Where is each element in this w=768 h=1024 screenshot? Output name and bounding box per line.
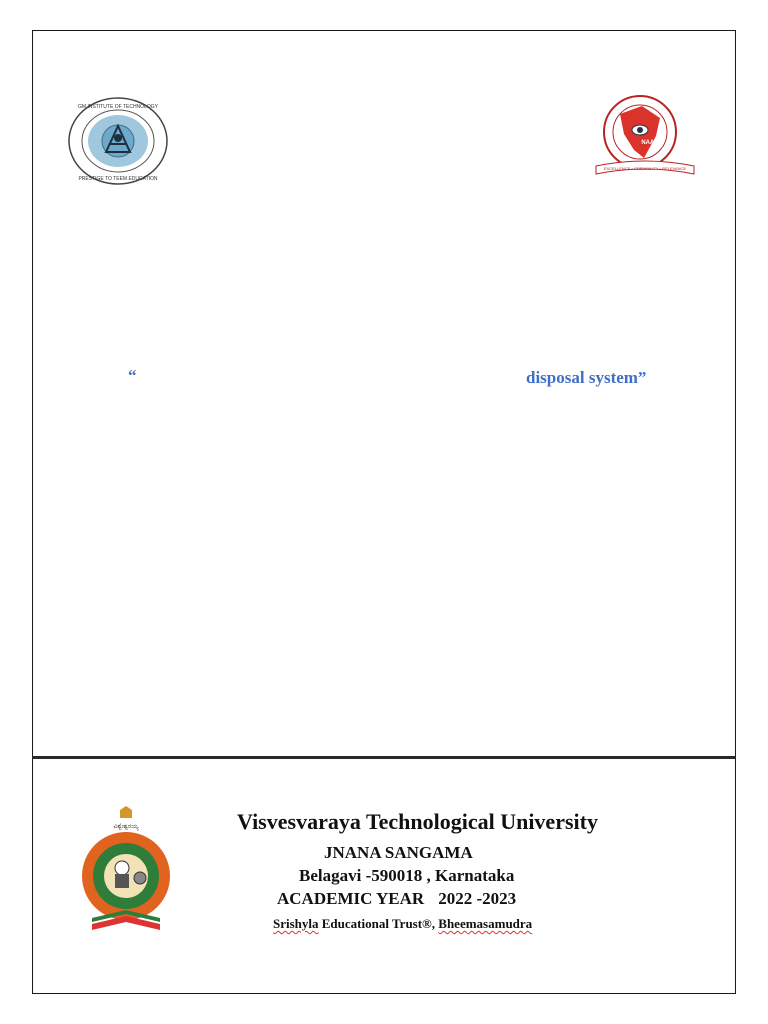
trust-mid: Educational Trust®, <box>318 916 439 931</box>
svg-text:ವಿಶ್ವೇಶ್ವರಯ್ಯ: ವಿಶ್ವೇಶ್ವರಯ್ಯ <box>113 823 139 830</box>
svg-text:EXCELLENCE • CREDIBILITY • REL: EXCELLENCE • CREDIBILITY • RELEVANCE <box>603 166 687 171</box>
trust-name: Srishyla <box>273 916 319 931</box>
academic-year-line <box>277 889 516 909</box>
svg-text:GM INSTITUTE OF TECHNOLOGY: GM INSTITUTE OF TECHNOLOGY <box>78 104 158 110</box>
trust-place: Bheemasamudra <box>438 916 533 931</box>
academic-year-label: ACADEMIC YEAR <box>277 889 425 908</box>
trust-line <box>273 916 532 932</box>
svg-text:PRESTIGE TO TEEM EDUCATION: PRESTIGE TO TEEM EDUCATION <box>78 176 158 182</box>
university-name: Visvesvaraya Technological University <box>237 809 598 834</box>
svg-text:NAAC: NAAC <box>641 140 659 146</box>
vtu-emblem-icon <box>78 806 174 934</box>
gmit-logo-icon <box>66 96 170 186</box>
project-title: disposal system” <box>526 368 647 387</box>
address-line: Belagavi -590018 , Karnataka <box>299 866 515 885</box>
jnana-sangama: JNANA SANGAMA <box>324 843 473 862</box>
naac-logo-icon <box>590 92 700 182</box>
section-divider <box>32 756 736 759</box>
title-open-quote: “ <box>128 366 137 385</box>
academic-year-value: 2022 -2023 <box>438 889 517 908</box>
